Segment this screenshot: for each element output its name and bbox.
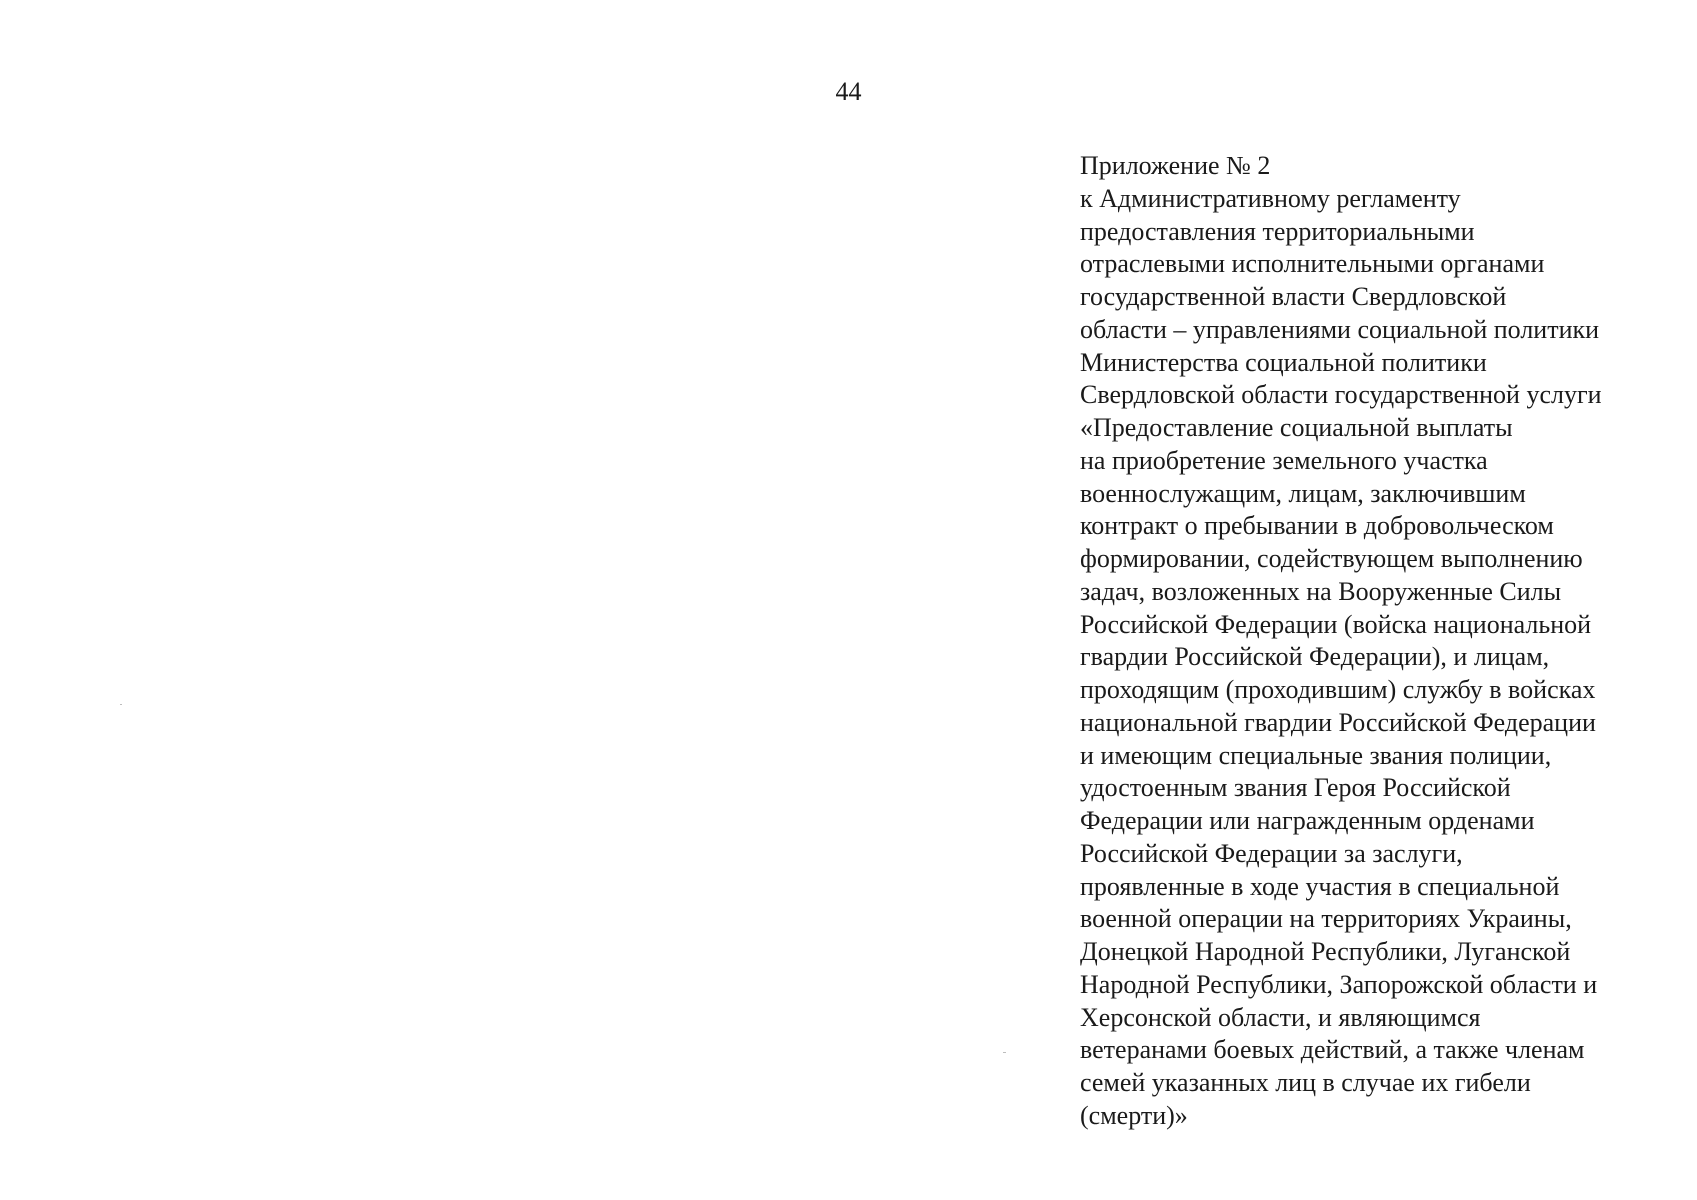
appendix-line: Херсонской области, и являющимся [1080,1002,1481,1032]
appendix-line: области – управлениями социальной политики [1080,314,1600,344]
appendix-line: Свердловской области государственной услуги [1080,380,1602,410]
appendix-title: Приложение № 2 [1080,151,1271,180]
appendix-line: военнослужащим, лицам, заключившим [1080,478,1526,508]
scan-speck [120,704,122,705]
appendix-line: Донецкой Народной Республики, Луганской [1080,937,1571,966]
scan-speck [1003,1052,1006,1053]
appendix-line: предоставления территориальными [1080,216,1475,246]
appendix-line: «Предоставление социальной выплаты [1080,413,1513,442]
appendix-line: Федерации или награжденным орденами [1080,806,1535,835]
appendix-line: задач, возложенных на Вооруженные Силы [1080,576,1562,606]
appendix-header-block [1080,150,1680,1133]
appendix-line: военной операции на территориях Украины, [1080,904,1572,934]
appendix-line: проявленные в ходе участия в специальной [1080,871,1560,901]
appendix-line: формировании, содействующем выполнению [1080,544,1583,573]
appendix-line: контракт о пребывании в добровольческом [1080,511,1554,541]
appendix-line: (смерти)» [1080,1100,1188,1130]
appendix-line: национальной гвардии Российской Федерации [1080,707,1596,737]
appendix-line: ветеранами боевых действий, а также членам [1080,1035,1585,1065]
appendix-line: семей указанных лиц в случае их гибели [1080,1068,1531,1097]
appendix-line: государственной власти Свердловской [1080,282,1507,311]
page-number: 44 [835,77,862,106]
appendix-line: Российской Федерации за заслуги, [1080,838,1463,868]
appendix-line: проходящим (проходившим) службу в войсках [1080,675,1596,704]
appendix-line: Российской Федерации (войска национальной [1080,609,1592,639]
appendix-line: к Административному регламенту [1080,183,1461,213]
appendix-line: гвардии Российской Федерации), и лицам, [1080,642,1550,672]
appendix-line: отраслевыми исполнительными органами [1080,249,1545,279]
appendix-line: удостоенным звания Героя Российской [1080,773,1511,803]
appendix-line: Народной Республики, Запорожской области и [1080,969,1598,999]
appendix-line: на приобретение земельного участка [1080,445,1488,475]
appendix-line: и имеющим специальные звания полиции, [1080,740,1552,770]
appendix-line: Министерства социальной политики [1080,347,1487,377]
